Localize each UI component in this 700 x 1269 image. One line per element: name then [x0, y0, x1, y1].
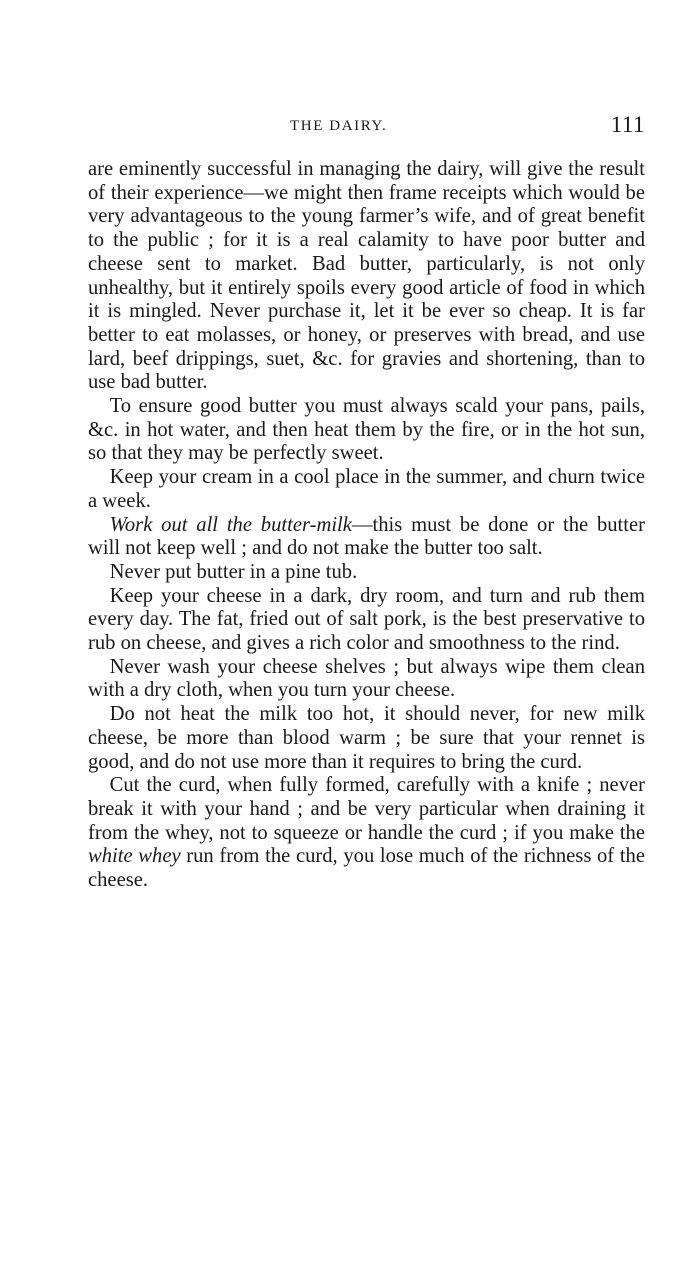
paragraph-text: Do not heat the milk too hot, it should never, for new milk cheese, be more than blood warm ; be sure that your rennet is good, and do not use more than it requires to bring the curd. — [88, 703, 645, 773]
paragraph-text: —this must be done or the butter will not keep well ; and do not make the butter too salt. — [88, 513, 645, 560]
paragraph — [88, 561, 645, 585]
paragraph-text: Never wash your cheese shelves ; but always wipe them clean with a dry cloth, when you turn your cheese. — [88, 655, 645, 702]
paragraph-text: run from the curd, you lose much of the richness of the cheese. — [88, 845, 645, 892]
paragraph — [88, 514, 645, 561]
page-number: 111 — [610, 112, 645, 137]
body-text — [88, 158, 645, 893]
paragraph-text: Keep your cheese in a dark, dry room, and turn and rub them every day. The fat, fried out of salt pork, is the best preservative to rub on cheese, and gives a rich color and smoothness to the rind. — [88, 584, 645, 655]
paragraph — [88, 774, 645, 893]
paragraph-text: Cut the curd, when fully formed, carefully with a knife ; never break it with your hand ; and be very particular when draining it from the whey, not to squeeze or handle the curd ; if you make the — [88, 774, 645, 844]
running-title: THE DAIRY. — [290, 118, 388, 134]
paragraph — [88, 158, 645, 395]
paragraph-text: To ensure good butter you must always scald your pans, pails, &c. in hot water, and then heat them by the fire, or in the hot sun, so that they may be perfectly sweet. — [88, 395, 645, 465]
paragraph — [88, 395, 645, 466]
paragraph — [88, 585, 645, 656]
italic-phrase: white whey — [88, 845, 181, 868]
paragraph-text: Never put butter in a pine tub. — [109, 560, 358, 583]
italic-phrase: Work out all the butter-milk — [109, 513, 352, 536]
paragraph-text: Keep your cream in a cool place in the summer, and churn twice a week. — [88, 466, 645, 512]
running-head — [88, 112, 645, 146]
paragraph-text: are eminently successful in managing the dairy, will give the result of their experience—we might then frame receipts which would be very advantageous to the young farmer’s wife, and of great benefit to the public ; for it is a real calamity to have poor butter and cheese sent to market. Bad butter, particularly, is not only unhealthy, but it entirely spoils every good article of food in which it is mingled. Never purchase it, let it be ever so cheap. It is far better to eat molasses, or honey, or preserves with bread, and use lard, beef drippings, suet, &c. for gravies and shortening, than to use bad butter. — [88, 158, 645, 394]
paragraph — [88, 703, 645, 774]
paragraph — [88, 656, 645, 703]
paragraph — [88, 466, 645, 513]
